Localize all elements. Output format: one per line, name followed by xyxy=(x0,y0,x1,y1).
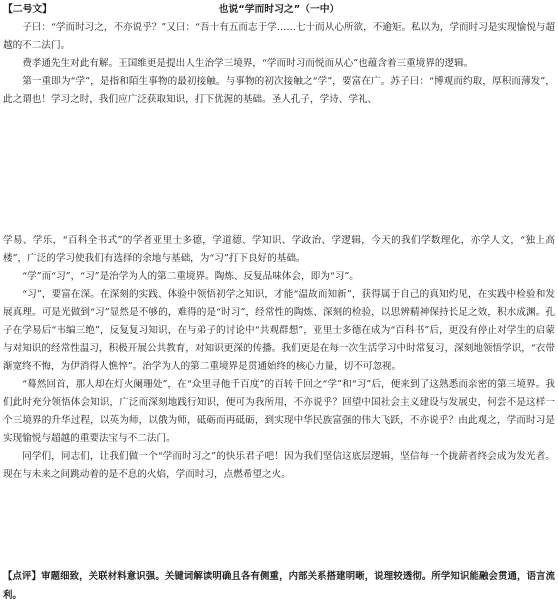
teacher-comment: 【点评】审题细致，关联材料意识强。关键词解读明确且各有侧重，内部关系搭建明晰，说理较透彻。所学知识能融会贯通，语言流利。 xyxy=(3,571,555,601)
essay-paragraph: 同学们，同志们，让我们做一个“学而时习之”的快乐君子吧！因为我们坚信这底层逻辑，坚信每一个拢薪者终会成为发光者。现在与未来之间跳动着的是不息的火焰，学而时习，点燃希望之火。 xyxy=(3,451,555,480)
essay-paragraph: “学”而“习”，“习”是治学为人的第二重境界。陶炼、反复品味体会，即为“习”。 xyxy=(22,271,359,282)
essay-paragraph: 费孝通先生对此有解。王国维更是提出人生治学三境界，“学而时习而悦而从心”也蕴含着三重境界的逻辑。 xyxy=(22,58,474,69)
essay-tag: 【二号文】 xyxy=(3,4,52,15)
essay-body-bottom xyxy=(3,232,555,484)
essay-paragraph: “习”，要富在深。在深刻的实践、体验中领悟初学之知识，才能“温故而知新”，获得属于自己的真知灼见，在实践中检验和发展真理。可是光做到“习”显然是不够的，难得的是“时习”，经常性的陶炼、深刻的检验，以思辨精神保持长足之效，积水成渊。孔子在学易后“韦编三绝”，反复复习知识，在与弟子的讨论中“共观群想”，亚里士多德在成为“百科书”后，更没有停止对学生的启蒙与对知识的经常性温习，积极开展公共教育，对知识更深的传播。我们更是在每一次生活学习中时常复习，深刻地领悟学识，“衣带渐宽终不悔，为伊消得人憔悴”。治学为人的第二重境界是贯通始终的核心力量，切不可忽视。 xyxy=(3,289,555,372)
essay-header xyxy=(0,1,558,19)
essay-paragraph: “蓦然回首，那人却在灯火阑珊处”，在“众里寻他千百度”的百转千回之“学”和“习”后，便来到了这熟悉而亲密的第三境界。我们此时充分领悟体会知识，广泛而深刻地践行知识，便可为我所用，不亦说乎？回望中国社会主义建设与发展史，何尝不是这样一个三境界的升华过程，以英为师，以俄为师，砥砺而再砥砺，到实现中华民族富强的伟大飞跃，不亦说乎？由此观之，学而时习是实现愉悦与超越的重要法宝与不二法门。 xyxy=(3,379,555,444)
essay-paragraph: 子曰：“学而时习之，不亦说乎？”又曰：“吾十有五而志于学……七十而从心所欲，不逾矩。私以为，学而时习是实现愉悦与超越的不二法门。 xyxy=(3,22,555,51)
essay-body-top xyxy=(3,19,555,109)
essay-paragraph: 第一重即为“学”，是指和陌生事物的最初接触。与事物的初次接触之“学”，要富在广。苏子曰：“博观而约取，厚积而薄发”，此之谓也！学习之时，我们应广泛获取知识，打下优渥的基础。圣人孔子，学诗、学礼、 xyxy=(3,76,555,105)
essay-title: 也说“学而时习之”（一中） xyxy=(218,4,340,15)
essay-paragraph-continued: 学易、学乐，“百科全书式”的学者亚里士多德，学道德、学知识、学政治、学逻辑，今天的我们学数理化，亦学人文，“独上高楼”，广泛的学习使我们有选择的余地与基础，为“习”打下良好的基础。 xyxy=(3,235,555,264)
